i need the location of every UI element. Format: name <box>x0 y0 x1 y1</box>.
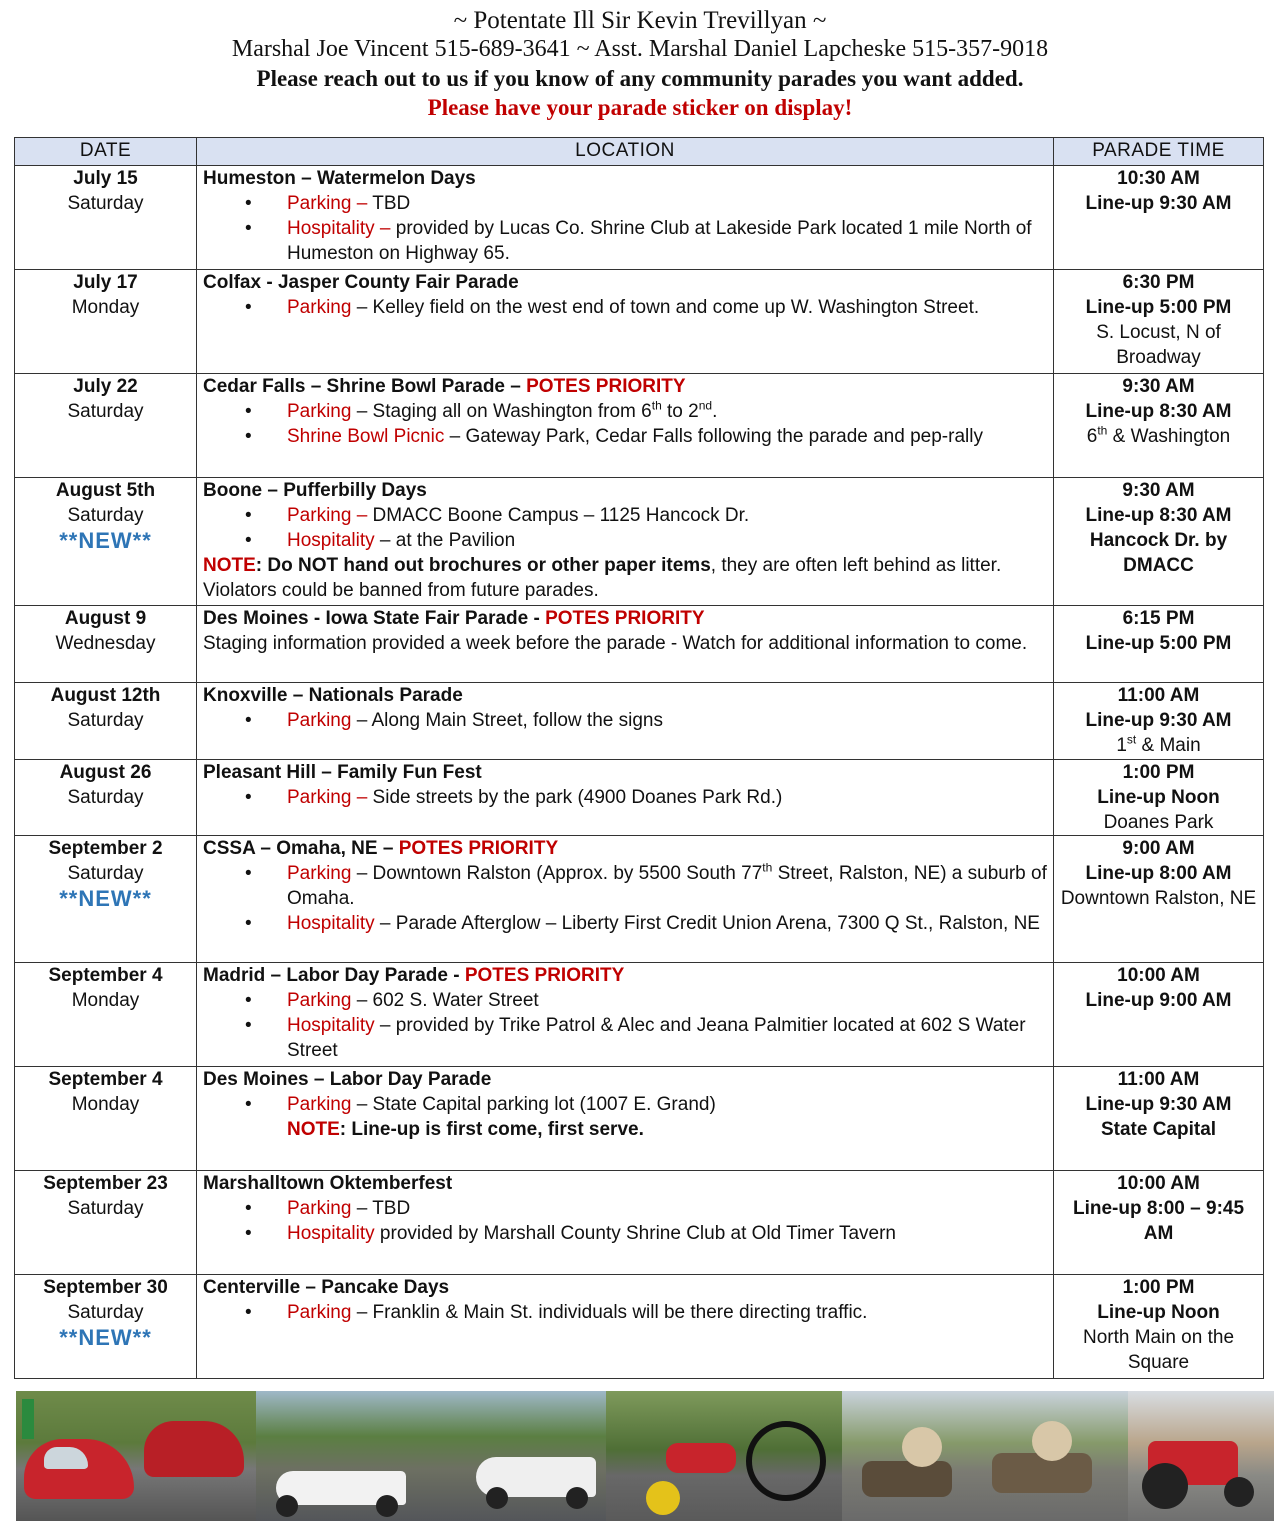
parade-time: 9:00 AM <box>1122 838 1195 859</box>
parade-time: 6:30 PM <box>1122 272 1195 293</box>
parade-title: Centerville – Pancake Days <box>203 1277 450 1298</box>
date: September 4 <box>48 965 163 986</box>
time-cell <box>1054 963 1264 1067</box>
date: August 9 <box>64 608 147 629</box>
header-date: DATE <box>15 138 197 166</box>
photo-red-bubble-cars <box>16 1391 256 1521</box>
list-item: • Parking – Downtown Ralston (Approx. by 5500 South 77th Street, Ralston, NE) a suburb of Omaha. <box>203 861 1047 911</box>
parade-title: Pleasant Hill – Family Fun Fest <box>203 762 482 783</box>
location-cell <box>197 1171 1054 1275</box>
location-cell <box>197 1067 1054 1171</box>
item-label: Parking – <box>287 193 368 214</box>
photo-white-race-cars <box>256 1391 606 1521</box>
item-label: Parking <box>287 401 352 422</box>
table-row <box>15 270 1264 374</box>
list-item <box>203 1221 1047 1246</box>
weekday: Saturday <box>67 710 144 731</box>
item-label: Parking <box>287 710 352 731</box>
lineup-time: Line-up 5:00 PM <box>1085 297 1232 318</box>
new-badge: **NEW** <box>59 886 152 911</box>
parade-time: 10:30 AM <box>1117 168 1200 189</box>
item-text: Side streets by the park (4900 Doanes Park Rd.) <box>367 787 783 808</box>
weekday: Saturday <box>67 863 144 884</box>
note: NOTE: Line-up is first come, first serve. <box>287 1119 644 1140</box>
table-row <box>15 836 1264 963</box>
table-row <box>15 166 1264 270</box>
weekday: Monday <box>71 990 140 1011</box>
list-item <box>203 911 1047 936</box>
date-cell <box>15 606 197 683</box>
sticker-reminder: Please have your parade sticker on display! <box>427 95 853 120</box>
item-label: Parking <box>287 1302 352 1323</box>
list-item <box>203 503 1047 528</box>
parade-title: Des Moines – Labor Day Parade <box>203 1069 492 1090</box>
lineup-time: Line-up 8:30 AM <box>1085 401 1232 422</box>
table-row <box>15 478 1264 606</box>
item-label: Parking – <box>287 505 368 526</box>
parade-time: 9:30 AM <box>1122 376 1195 397</box>
item-label: Hospitality <box>287 1223 375 1244</box>
date: September 4 <box>48 1069 163 1090</box>
time-cell <box>1054 760 1264 836</box>
parade-time: 10:00 AM <box>1117 1173 1200 1194</box>
parade-time: 1:00 PM <box>1122 1277 1195 1298</box>
table-row <box>15 963 1264 1067</box>
time-cell <box>1054 683 1264 760</box>
item-label: Hospitality <box>287 913 375 934</box>
list-item <box>203 1092 1047 1117</box>
lineup-time: Line-up 8:00 – 9:45 AM <box>1072 1198 1245 1244</box>
priority-badge: POTES PRIORITY <box>545 608 705 629</box>
date: August 26 <box>59 762 152 783</box>
date: August 12th <box>50 685 161 706</box>
new-badge: **NEW** <box>59 1325 152 1350</box>
item-label: Parking <box>287 297 352 318</box>
date-cell <box>15 1067 197 1171</box>
item-label: Parking <box>287 863 352 884</box>
lineup-time: Line-up 5:00 PM <box>1085 633 1232 654</box>
time-cell <box>1054 166 1264 270</box>
weekday: Saturday <box>67 193 144 214</box>
item-text: – provided by Trike Patrol & Alec and Jeana Palmitier located at 602 S Water Street <box>287 1015 1026 1061</box>
weekday: Monday <box>71 1094 140 1115</box>
lineup-location: S. Locust, N of Broadway <box>1096 322 1221 368</box>
item-text: DMACC Boone Campus – 1125 Hancock Dr. <box>367 505 750 526</box>
item-label: Parking – <box>287 787 368 808</box>
item-text: TBD <box>367 193 411 214</box>
item-text: – 602 S. Water Street <box>351 990 539 1011</box>
parade-time: 6:15 PM <box>1122 608 1195 629</box>
note-label: NOTE <box>203 555 256 576</box>
item-text: – Along Main Street, follow the signs <box>351 710 663 731</box>
parade-title: Colfax - Jasper County Fair Parade <box>203 272 519 293</box>
table-row <box>15 374 1264 478</box>
lineup-time: Line-up 9:30 AM <box>1085 193 1232 214</box>
lineup-time: Line-up Noon <box>1097 1302 1220 1323</box>
parade-title: Marshalltown Oktemberfest <box>203 1173 453 1194</box>
date-cell <box>15 836 197 963</box>
item-label: Parking <box>287 990 352 1011</box>
item-text: provided by Lucas Co. Shrine Club at Lakeside Park located 1 mile North of Humeston on Highway 65. <box>287 218 1032 264</box>
priority-badge: POTES PRIORITY <box>398 838 559 859</box>
time-cell <box>1054 1171 1264 1275</box>
location-cell <box>197 836 1054 963</box>
date: August 5th <box>55 480 156 501</box>
priority-badge: POTES PRIORITY <box>464 965 625 986</box>
parade-photo-strip <box>16 1391 1274 1521</box>
time-cell <box>1054 374 1264 478</box>
date: July 15 <box>73 168 138 189</box>
date: September 23 <box>43 1173 168 1194</box>
item-text: provided by Marshall County Shrine Club at Old Timer Tavern <box>374 1223 896 1244</box>
item-text: – State Capital parking lot (1007 E. Grand) <box>351 1094 716 1115</box>
weekday: Monday <box>71 297 140 318</box>
parade-title: Boone – Pufferbilly Days <box>203 480 427 501</box>
table-row <box>15 683 1264 760</box>
weekday: Saturday <box>67 1198 144 1219</box>
item-label: Hospitality <box>287 530 375 551</box>
date-cell <box>15 166 197 270</box>
request-line: Please reach out to us if you know of any community parades you want added. <box>256 66 1024 91</box>
lineup-location: Doanes Park <box>1103 812 1214 833</box>
date-cell <box>15 1275 197 1379</box>
date-cell <box>15 374 197 478</box>
page-header <box>0 0 1280 122</box>
parade-schedule-table <box>14 137 1264 1379</box>
time-cell <box>1054 478 1264 606</box>
item-label: Hospitality <box>287 1015 375 1036</box>
item-text: – Kelley field on the west end of town and come up W. Washington Street. <box>351 297 980 318</box>
date-cell <box>15 683 197 760</box>
lineup-time: Line-up 8:30 AM <box>1085 505 1232 526</box>
weekday: Saturday <box>67 1302 144 1323</box>
item-label: Parking <box>287 1094 352 1115</box>
list-item <box>203 216 1047 266</box>
new-badge: **NEW** <box>59 528 152 553</box>
item-text: – at the Pavilion <box>374 530 516 551</box>
item-text: – Parade Afterglow – Liberty First Credit Union Arena, 7300 Q St., Ralston, NE <box>374 913 1040 934</box>
time-cell <box>1054 1067 1264 1171</box>
location-cell <box>197 1275 1054 1379</box>
header-parade-time: PARADE TIME <box>1054 138 1264 166</box>
date: September 30 <box>43 1277 168 1298</box>
location-cell <box>197 166 1054 270</box>
item-text: – TBD <box>351 1198 411 1219</box>
parade-title: Humeston – Watermelon Days <box>203 168 476 189</box>
lineup-time: Line-up 9:30 AM <box>1085 1094 1232 1115</box>
location-cell <box>197 374 1054 478</box>
item-text: – Franklin & Main St. individuals will be there directing traffic. <box>351 1302 868 1323</box>
table-row <box>15 1171 1264 1275</box>
photo-red-tractor <box>1128 1391 1274 1521</box>
table-row <box>15 1067 1264 1171</box>
date: July 17 <box>73 272 138 293</box>
priority-badge: POTES PRIORITY <box>526 376 686 397</box>
list-item <box>203 528 1047 553</box>
parade-title: CSSA – Omaha, NE – POTES PRIORITY <box>203 838 559 859</box>
weekday: Saturday <box>67 505 144 526</box>
parade-title: Knoxville – Nationals Parade <box>203 685 463 706</box>
time-cell <box>1054 270 1264 374</box>
note: NOTE: Do NOT hand out brochures or other paper items, they are often left behind as litter. Violators could be banned from future parades. <box>203 555 1002 601</box>
weekday: Saturday <box>67 787 144 808</box>
weekday: Saturday <box>67 401 144 422</box>
lineup-location: 1st & Main <box>1116 732 1201 756</box>
date: July 22 <box>73 376 138 397</box>
time-cell <box>1054 606 1264 683</box>
header-location: LOCATION <box>197 138 1054 166</box>
weekday: Wednesday <box>55 633 156 654</box>
note-label: NOTE <box>287 1119 340 1140</box>
date: September 2 <box>48 838 163 859</box>
lineup-location: Downtown Ralston, NE <box>1060 888 1257 909</box>
location-cell <box>197 606 1054 683</box>
parade-title: Madrid – Labor Day Parade - POTES PRIORITY <box>203 965 625 986</box>
list-item <box>203 708 1047 733</box>
photo-big-wheel-trike <box>606 1391 842 1521</box>
list-item <box>203 988 1047 1013</box>
date-cell <box>15 760 197 836</box>
parade-time: 1:00 PM <box>1122 762 1195 783</box>
list-item: • Parking – Staging all on Washington from 6th to 2nd. <box>203 399 1047 424</box>
lineup-time: Line-up 8:00 AM <box>1085 863 1232 884</box>
photo-go-karts <box>842 1391 1128 1521</box>
lineup-time: Line-up 9:00 AM <box>1085 990 1232 1011</box>
lineup-time: Line-up Noon <box>1097 787 1220 808</box>
date-cell <box>15 1171 197 1275</box>
list-item <box>203 785 1047 810</box>
parade-title: Des Moines - Iowa State Fair Parade - POTES PRIORITY <box>203 608 705 629</box>
list-item <box>203 191 1047 216</box>
staging-info: Staging information provided a week before the parade - Watch for additional information to come. <box>203 633 1028 654</box>
lineup-location: Hancock Dr. by DMACC <box>1089 530 1228 576</box>
parade-time: 10:00 AM <box>1117 965 1200 986</box>
lineup-location: State Capital <box>1100 1119 1217 1140</box>
list-item <box>203 424 1047 449</box>
table-header-row <box>15 138 1264 166</box>
list-item <box>203 1196 1047 1221</box>
table-row <box>15 606 1264 683</box>
lineup-location: North Main on the Square <box>1082 1327 1235 1373</box>
table-row <box>15 1275 1264 1379</box>
date-cell <box>15 270 197 374</box>
list-item <box>203 295 1047 320</box>
item-label: Hospitality – <box>287 218 391 239</box>
lineup-time: Line-up 9:30 AM <box>1085 710 1232 731</box>
location-cell <box>197 760 1054 836</box>
marshal-contacts: Marshal Joe Vincent 515-689-3641 ~ Asst. Marshal Daniel Lapcheske 515-357-9018 <box>231 36 1049 62</box>
time-cell <box>1054 836 1264 963</box>
parade-time: 11:00 AM <box>1117 685 1200 706</box>
parade-time: 9:30 AM <box>1122 480 1195 501</box>
lineup-location: 6th & Washington <box>1086 423 1231 447</box>
date-cell <box>15 963 197 1067</box>
list-item <box>203 1013 1047 1063</box>
item-text: – Gateway Park, Cedar Falls following the parade and pep-rally <box>444 426 983 447</box>
item-label: Parking <box>287 1198 352 1219</box>
location-cell <box>197 478 1054 606</box>
location-cell <box>197 963 1054 1067</box>
parade-title: Cedar Falls – Shrine Bowl Parade – POTES PRIORITY <box>203 376 686 397</box>
time-cell <box>1054 1275 1264 1379</box>
list-item <box>203 1300 1047 1325</box>
location-cell <box>197 683 1054 760</box>
item-label: Shrine Bowl Picnic <box>287 426 445 447</box>
location-cell <box>197 270 1054 374</box>
date-cell <box>15 478 197 606</box>
table-row <box>15 760 1264 836</box>
potentate-line: ~ Potentate Ill Sir Kevin Trevillyan ~ <box>453 7 827 34</box>
parade-time: 11:00 AM <box>1117 1069 1200 1090</box>
